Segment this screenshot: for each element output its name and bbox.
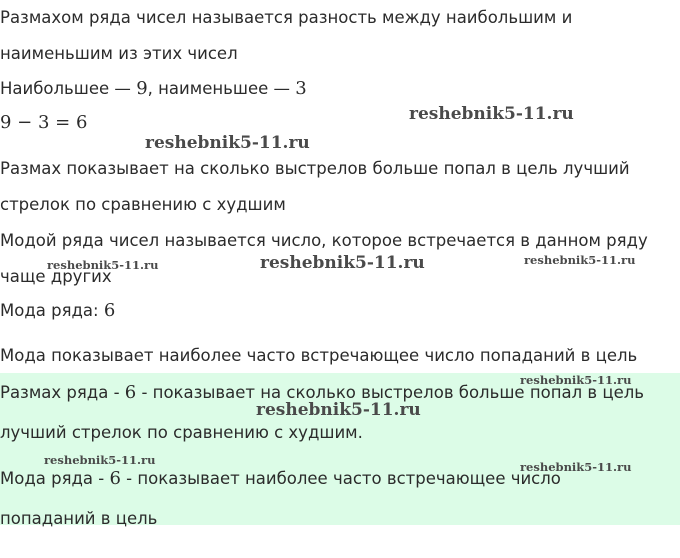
mode-label: Мода ряда:: [0, 301, 104, 320]
range-formula: 9 − 3 = 6: [0, 112, 88, 133]
watermark-text: reshebnik5-11.ru: [260, 253, 425, 273]
answer-mode-line-1: [0, 469, 561, 489]
answer-mode-prefix: Мода ряда -: [0, 469, 110, 488]
watermark-text: reshebnik5-11.ru: [409, 104, 574, 124]
range-definition-line-2: наименьшим из этих чисел: [0, 44, 238, 63]
watermark-text: reshebnik5-11.ru: [47, 258, 159, 272]
answer-mode-suffix: - показывает наиболее часто встречающее число: [120, 469, 561, 488]
min-label: , наименьшее —: [147, 79, 296, 98]
mode-statement: [0, 301, 115, 321]
mode-definition-line-1: Модой ряда чисел называется число, которое встречается в данном ряду: [0, 231, 648, 250]
range-meaning-line-1: Размах показывает на сколько выстрелов больше попал в цель лучший: [0, 159, 630, 178]
answer-range-suffix: - показывает на сколько выстрелов больше попал в цель: [136, 383, 645, 402]
answer-mode-line-2: попаданий в цель: [0, 509, 158, 528]
max-value: 9: [136, 78, 148, 99]
answer-range-value: 6: [124, 382, 137, 403]
range-meaning-line-2: стрелок по сравнению с худшим: [0, 195, 286, 214]
watermark-text: reshebnik5-11.ru: [520, 373, 632, 387]
watermark-text: reshebnik5-11.ru: [256, 400, 421, 420]
answer-range-prefix: Размах ряда -: [0, 383, 125, 402]
mode-meaning: Мода показывает наиболее часто встречающее число попаданий в цель: [0, 346, 638, 365]
watermark-text: reshebnik5-11.ru: [520, 460, 632, 474]
watermark-text: reshebnik5-11.ru: [44, 453, 156, 467]
min-value: 3: [295, 78, 307, 99]
answer-mode-value: 6: [109, 468, 121, 489]
mode-definition-line-2: чаще других: [0, 267, 112, 286]
watermark-text: reshebnik5-11.ru: [524, 253, 636, 267]
max-min-statement: [0, 79, 307, 99]
answer-range-line-2: лучший стрелок по сравнению с худшим.: [0, 423, 363, 442]
mode-value: 6: [103, 300, 116, 321]
max-label: Наибольшее —: [0, 79, 137, 98]
range-definition-line-1: Размахом ряда чисел называется разность между наибольшим и: [0, 8, 573, 27]
watermark-text: reshebnik5-11.ru: [145, 133, 310, 153]
